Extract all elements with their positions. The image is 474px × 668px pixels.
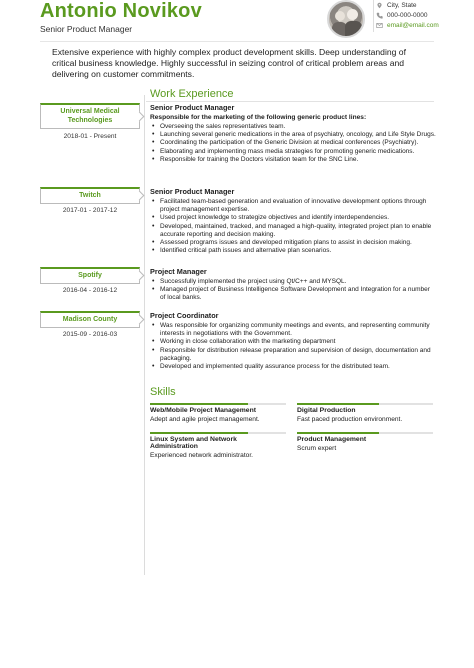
skill-name: Linux System and Network Administration [150, 436, 237, 450]
timeline-dates-1: 2017-01 - 2017-12 [62, 207, 118, 214]
location-pin-icon [376, 2, 383, 9]
timeline-company-2: Spotify [40, 267, 140, 284]
timeline-dates-2: 2016-04 - 2016-12 [62, 287, 118, 294]
skill-name: Digital Production [297, 407, 356, 414]
skill-description: Adept and agile project management. [150, 416, 260, 423]
job-bullet: • Used project knowledge to strategize objectives and identify interdependencies. [150, 214, 436, 222]
contact-phone [376, 12, 427, 19]
skill-level-bar [297, 403, 433, 405]
skill-level-bar [150, 403, 286, 405]
job-entry-0 [150, 103, 436, 164]
job-title: Senior Product Manager [150, 187, 235, 196]
professional-summary: Extensive experience with highly complex product development skills. Deep understanding of critical business knowledge. Highly successful in seizing control of critical problem areas and delivering on customer commitments. [52, 47, 406, 79]
candidate-name: Antonio Novikov [40, 0, 202, 22]
job-bullet: • Elaborating and implementing mass media strategies for promoting generic medications. [150, 148, 436, 156]
skill-level-bar [297, 432, 433, 434]
job-bullets [150, 123, 436, 164]
contact-divider [373, 0, 374, 32]
job-bullets [150, 198, 436, 255]
contact-email[interactable] [376, 22, 439, 29]
envelope-icon [376, 22, 383, 29]
job-bullet: • Coordinating the participation of the Generic Division at medical conferences (Psychiatry). [150, 139, 436, 147]
job-bullet: • Was responsible for organizing community meetings and events, and representing community interests in negotiations with the Government. [150, 322, 436, 338]
job-bullet: • Identified critical path issues and alternative plan scenarios. [150, 247, 436, 255]
timeline-company-1: Twitch [40, 187, 140, 204]
job-entry-2 [150, 267, 436, 303]
job-title: Senior Product Manager [150, 103, 235, 112]
location-text: City, State [387, 2, 417, 9]
skill-name: Product Management [297, 436, 367, 443]
phone-icon [376, 12, 383, 19]
skill-item-2 [150, 432, 286, 459]
skill-description: Fast paced production environment. [297, 416, 403, 423]
email-link[interactable]: email@email.com [387, 22, 439, 29]
job-bullet: • Launching several generic medications in the area of psychiatry, oncology, and Life Style Drugs. [150, 131, 436, 139]
job-bullet: • Responsible for distribution release preparation and supervision of design, documentation and packaging. [150, 347, 436, 363]
skill-description: Scrum expert [297, 445, 337, 452]
timeline-dates-3: 2015-09 - 2016-03 [62, 331, 118, 338]
skill-item-3 [297, 432, 433, 452]
candidate-title: Senior Product Manager [40, 24, 133, 34]
skill-item-1 [297, 403, 433, 423]
job-title: Project Manager [150, 267, 207, 276]
job-bullet: • Developed, maintained, tracked, and managed a high-quality, integrated project plan to enable accurate reporting and decision making. [150, 223, 436, 239]
work-experience-heading: Work Experience [150, 88, 234, 100]
job-bullet: • Responsible for training the Doctors visitation team for the SNC Line. [150, 156, 436, 164]
job-intro: Responsible for the marketing of the following generic product lines: [150, 114, 367, 121]
skill-level-fill [297, 403, 379, 405]
skill-level-fill [150, 432, 248, 434]
skill-level-bar [150, 432, 286, 434]
timeline-company-3: Madison County [40, 311, 140, 328]
phone-text: 000-000-0000 [387, 12, 428, 19]
job-bullet: • Managed project of Business Intelligence Software Development and Integration for a number of local banks. [150, 286, 436, 302]
timeline-company-0: Universal Medical Technologies [40, 103, 140, 129]
job-bullet: • Developed and implemented quality assurance process for the distributed team. [150, 363, 436, 371]
profile-photo [327, 0, 365, 38]
job-title: Project Coordinator [150, 311, 219, 320]
header-divider [40, 41, 434, 42]
skill-level-fill [297, 432, 379, 434]
skill-item-0 [150, 403, 286, 423]
job-bullets [150, 278, 436, 303]
skill-name: Web/Mobile Project Management [150, 407, 256, 414]
job-bullet: • Facilitated team-based generation and evaluation of innovative development options through project management expertise. [150, 198, 436, 214]
work-experience-rule [146, 101, 434, 102]
job-entry-3 [150, 311, 436, 371]
job-entry-1 [150, 187, 436, 255]
job-bullet: • Successfully implemented the project using Qt/C++ and MYSQL. [150, 278, 436, 286]
job-bullet: • Assessed programs issues and developed mitigation plans to assist in decision making. [150, 239, 436, 247]
job-bullet: • Overseeing the sales representatives team. [150, 123, 436, 131]
job-bullets [150, 322, 436, 371]
timeline-line [144, 95, 145, 575]
job-bullet: • Working in close collaboration with the marketing department [150, 338, 436, 346]
contact-location [376, 2, 417, 9]
skills-heading: Skills [150, 386, 176, 398]
skill-description: Experienced network administrator. [150, 452, 253, 459]
skill-level-fill [150, 403, 248, 405]
timeline-dates-0: 2018-01 - Present [63, 133, 117, 140]
